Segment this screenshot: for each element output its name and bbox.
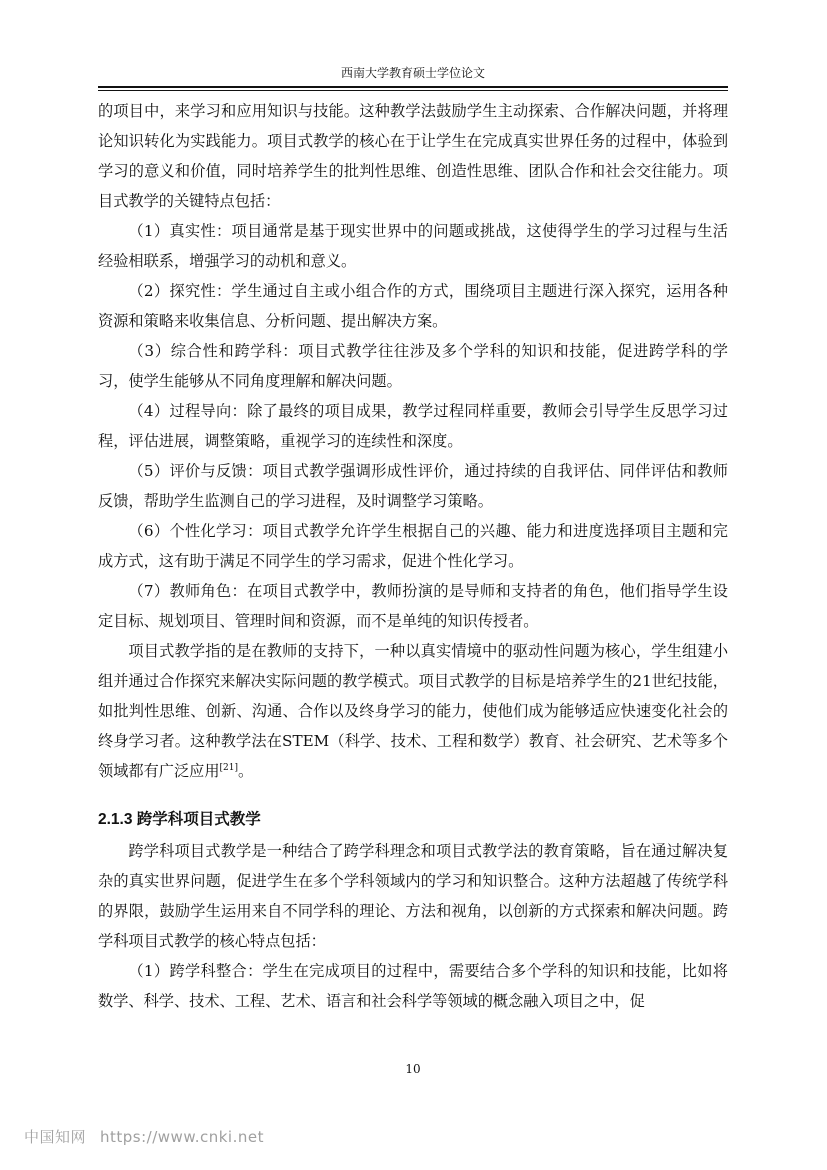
feature-item: （4）过程导向：除了最终的项目成果，教学过程同样重要，教师会引导学生反思学习过程，评估进展，调整策略，重视学习的连续性和深度。: [98, 402, 728, 450]
page-number: 10: [405, 1062, 421, 1076]
watermark-url: https://www.cnki.net: [100, 1128, 264, 1146]
citation-ref: [21]: [219, 762, 238, 773]
section-heading: 2.1.3 跨学科项目式教学: [98, 811, 261, 828]
header-rule-thin: [98, 90, 728, 91]
watermark-brand: 中国知网: [24, 1128, 87, 1146]
section-feature-item: （1）跨学科整合：学生在完成项目的过程中，需要结合多个学科的知识和技能，比如将数学、科学、技术、工程、艺术、语言和社会科学等领域的概念融入项目之中，促: [98, 962, 728, 1010]
feature-item: （7）教师角色：在项目式教学中，教师扮演的是导师和支持者的角色，他们指导学生设定目标、规划项目、管理时间和资源，而不是单纯的知识传授者。: [98, 582, 728, 630]
running-header: 西南大学教育硕士学位论文: [340, 66, 485, 80]
feature-item: （1）真实性：项目通常是基于现实世界中的问题或挑战，这使得学生的学习过程与生活经验相联系，增强学习的动机和意义。: [98, 222, 728, 270]
header-rule-thick: [98, 86, 728, 88]
feature-item: （5）评价与反馈：项目式教学强调形成性评价，通过持续的自我评估、同伴评估和教师反馈，帮助学生监测自己的学习进程，及时调整学习策略。: [98, 462, 728, 510]
definition-end: 。: [237, 762, 254, 780]
feature-item: （3）综合性和跨学科：项目式教学往往涉及多个学科的知识和技能，促进跨学科的学习，使学生能够从不同角度理解和解决问题。: [98, 342, 728, 390]
section-paragraph: 跨学科项目式教学是一种结合了跨学科理念和项目式教学法的教育策略，旨在通过解决复杂的真实世界问题，促进学生在多个学科领域内的学习和知识整合。这种方法超越了传统学科的界限，鼓励学生运用来自不同学科的理论、方法和视角，以创新的方式探索和解决问题。跨学科项目式教学的核心特点包括：: [98, 842, 728, 950]
definition-text: 项目式教学指的是在教师的支持下，一种以真实情境中的驱动性问题为核心，学生组建小组并通过合作探究来解决实际问题的教学模式。项目式教学的目标是培养学生的21世纪技能，如批判性思维、创新、沟通、合作以及终身学习的能力，使他们成为能够适应快速变化社会的终身学习者。这种教学法在STEM（科学、技术、工程和数学）教育、社会研究、艺术等多个领域都有广泛应用: [98, 642, 728, 780]
feature-item: （2）探究性：学生通过自主或小组合作的方式，围绕项目主题进行深入探究，运用各种资源和策略来收集信息、分析问题、提出解决方案。: [98, 282, 728, 330]
page-body: [98, 96, 728, 1016]
section-gap: [98, 786, 728, 804]
cnki-watermark: [24, 1126, 278, 1147]
intro-paragraph: 的项目中，来学习和应用知识与技能。这种教学法鼓励学生主动探索、合作解决问题，并将理论知识转化为实践能力。项目式教学的核心在于让学生在完成真实世界任务的过程中，体验到学习的意义和价值，同时培养学生的批判性思维、创造性思维、团队合作和社会交往能力。项目式教学的关键特点包括：: [98, 102, 728, 210]
feature-item: （6）个性化学习：项目式教学允许学生根据自己的兴趣、能力和进度选择项目主题和完成方式，这有助于满足不同学生的学习需求，促进个性化学习。: [98, 522, 728, 570]
definition-paragraph: [98, 636, 728, 786]
